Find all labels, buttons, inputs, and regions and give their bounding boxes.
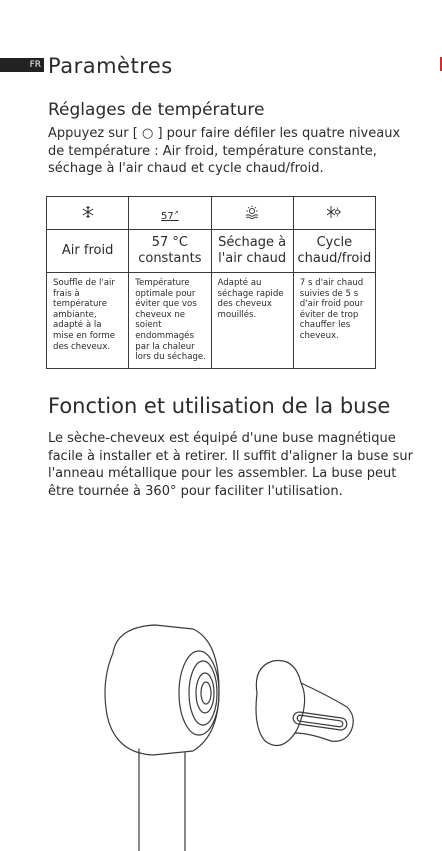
mode-label-cold: Air froid <box>47 230 129 273</box>
temperature-heading: Réglages de température <box>48 100 265 120</box>
mode-desc-cycle: 7 s d'air chaud suivies de 5 s d'air froid pour éviter de trop chauffer les cheveux. <box>293 273 375 369</box>
mode-label-hot: Séchage à l'air chaud <box>211 230 293 273</box>
hair-dryer-nozzle-illustration <box>95 615 355 851</box>
nozzle-instructions: Le sèche-cheveux est équipé d'une buse magnétique facile à installer et à retirer. Il suffit d'aligner la buse sur l'anneau métallique pour les assembler. La buse peut être tournée à 360° pour faciliter l'utilisation. <box>48 431 413 499</box>
hot-cold-cycle-icon <box>326 205 342 219</box>
dryer-front-face <box>179 651 219 735</box>
mode-desc-constant: Température optimale pour éviter que vos cheveux ne soient endommagés par la chaleur lors du séchage. <box>129 273 211 369</box>
temperature-instructions: Appuyez sur [ ○ ] pour faire défiler les quatre niveaux de température : Air froid, température constante, séchage à l'air chaud et cycle chaud/froid. <box>48 126 401 176</box>
mode-icon-cell <box>129 197 211 230</box>
mode-icon-cell <box>211 197 293 230</box>
mode-label-cycle: Cycle chaud/froid <box>293 230 375 273</box>
nozzle-heading: Fonction et utilisation de la buse <box>48 394 391 418</box>
mode-icon-cell <box>293 197 375 230</box>
mode-desc-hot: Adapté au séchage rapide des cheveux mouillés. <box>211 273 293 369</box>
mode-label-constant: 57 °C constants <box>129 230 211 273</box>
dryer-body <box>105 625 219 755</box>
temperature-modes-table <box>46 196 376 369</box>
mode-desc-cold: Souffle de l'air frais à température ambiante, adapté à la mise en forme des cheveux. <box>47 273 129 369</box>
mode-icon-cell <box>47 197 129 230</box>
constant-57-icon: 57↗ <box>160 209 179 222</box>
hot-air-icon <box>244 205 260 219</box>
snowflake-icon <box>81 205 95 219</box>
page-title: Paramètres <box>48 54 173 78</box>
language-tag: FR <box>0 58 44 72</box>
